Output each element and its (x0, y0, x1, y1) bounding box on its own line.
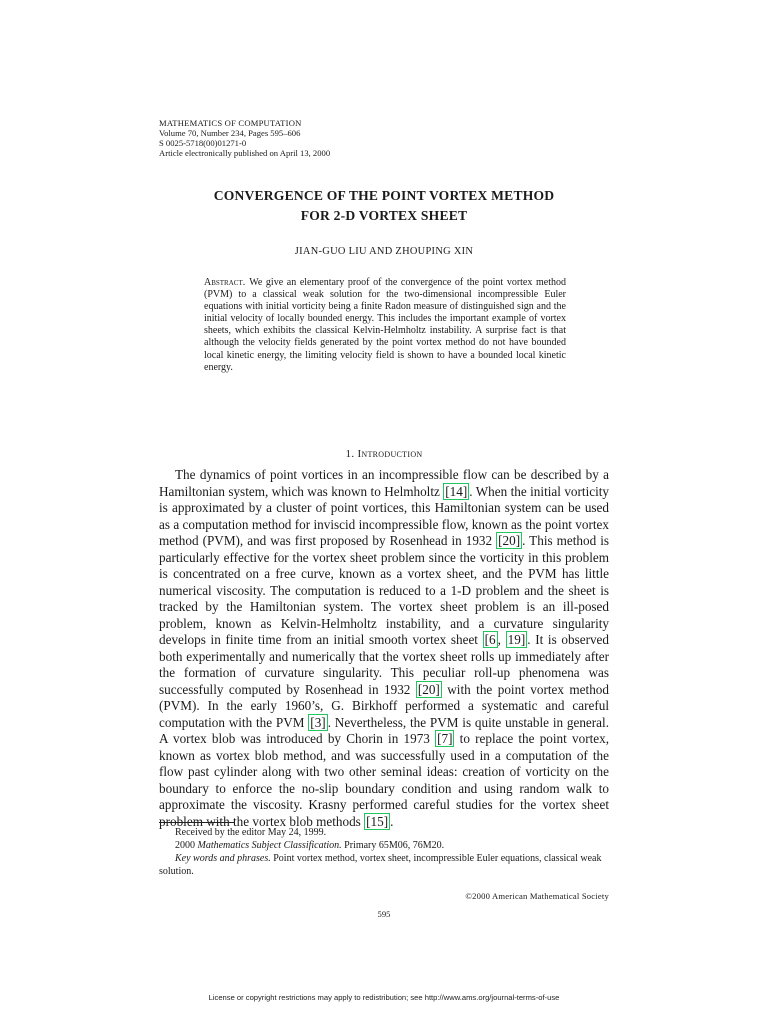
title-line-1: CONVERGENCE OF THE POINT VORTEX METHOD (213, 188, 555, 203)
footnote-divider (159, 822, 235, 823)
abstract-text: We give an elementary proof of the convergence of the point vortex method (PVM) to a classical weak solution for the two-dimensional incompressible Euler equations with initial vorticity being a finite Radon measure of distinguished sign and the initial velocity of locally bounded energy. This includes the important example of vortex sheets, which exhibits the classical Kelvin-Helmholtz instability. A surprise fact is that although the velocity fields generated by the point vortex method do not have bounded local kinetic energy, the limiting velocity field is shown to have a bounded local kinetic energy. (204, 277, 566, 373)
msc-value: Primary 65M06, 76M20. (341, 840, 445, 851)
abstract (204, 277, 566, 374)
msc-year: 2000 (175, 840, 198, 851)
volume-info: Volume 70, Number 234, Pages 595–606 (159, 128, 301, 138)
issn: S 0025-5718(00)01271-0 (159, 138, 247, 148)
body-text-segment: . Nevertheless, the PVM is quite unstable in general. A vortex blob was introduced by Chorin in 1973 (159, 714, 609, 746)
abstract-label: Abstract. (204, 277, 246, 288)
citation-link[interactable]: [20] (417, 681, 440, 697)
page-number: 595 (377, 909, 391, 919)
citation-link[interactable]: 19] (507, 632, 526, 647)
received-note: Received by the editor May 24, 1999. (175, 827, 327, 838)
journal-header (159, 118, 330, 158)
authors: JIAN-GUO LIU AND ZHOUPING XIN (294, 246, 474, 257)
citation-link[interactable]: [20] (498, 533, 521, 548)
body-text-segment: The dynamics of point vortices in an incompressible flow can be described by a Hamiltonian system, which was known to Helmholtz (159, 467, 609, 499)
journal-name: MATHEMATICS OF COMPUTATION (159, 118, 302, 128)
introduction-paragraph (159, 467, 609, 830)
section-heading (159, 448, 609, 460)
citation-link[interactable]: [15] (366, 813, 389, 829)
body-text-segment: , (497, 632, 506, 647)
copyright-notice: ©2000 American Mathematical Society (465, 891, 609, 901)
citation-link[interactable]: [7] (437, 731, 453, 746)
citation-link[interactable]: [14] (445, 483, 468, 499)
keywords-label: Key words and phrases. (175, 853, 271, 864)
msc-label: Mathematics Subject Classification. (197, 840, 342, 851)
section-title: Introduction (357, 448, 423, 460)
paper-title (159, 186, 609, 226)
publication-date: Article electronically published on April 13, 2000 (159, 148, 331, 158)
section-number: 1. (345, 448, 355, 460)
body-text-segment: . (390, 813, 394, 829)
body-text-segment: . When the initial vorticity is approximated by a cluster of point vortices, this Hamiltonian system can be used as a computation method for inviscid incompressible flow, known as the point vortex method (PVM), and was first proposed by Rosenhead in 1932 (159, 483, 610, 548)
body-text-segment: with the point vortex method (PVM). In the early 1960’s, G. Birkhoff performed a systematic and careful computation with the PVM (159, 681, 609, 730)
body-text-segment: to replace the point vortex, known as vortex blob method, and was successfully used in a computation of the flow past cylinder along with two other seminal ideas: creation of vorticity on the boundary to enforce the no-slip boundary condition and using random walk to approximate the viscosity. Krasny performed careful studies for the vortex sheet problem with the vortex blob methods (159, 731, 609, 829)
license-notice: License or copyright restrictions may apply to redistribution; see http://www.ams.org/journal-terms-of-use (208, 993, 560, 1002)
citation-link[interactable]: [3] (310, 714, 326, 730)
footnotes (159, 826, 609, 878)
msc-note (159, 839, 609, 852)
citation-link[interactable]: [6 (484, 632, 496, 647)
title-line-2: FOR 2-D VORTEX SHEET (300, 208, 468, 223)
body-text-segment: . This method is particularly effective for the vortex sheet problem since the vorticity in this problem is concentrated on a free curve, known as a vortex sheet, and the PVM has little numerical viscosity. The computation is reduced to a 1-D problem and the sheet is tracked by the Hamiltonian system. The vortex sheet problem is an ill-posed problem, known as Kelvin-Helmholtz instability, and a curvature singularity develops in finite time from an initial smooth vortex sheet (159, 533, 609, 647)
body-text-segment: . It is observed both experimentally and numerically that the vortex sheet rolls up immediately after the formation of curvature singularity. This peculiar roll-up phenomena was successfully computed by Rosenhead in 1932 (159, 632, 610, 697)
keywords-value: Point vortex method, vortex sheet, incompressible Euler equations, classical weak solution. (159, 853, 602, 877)
keywords-note (159, 852, 609, 878)
